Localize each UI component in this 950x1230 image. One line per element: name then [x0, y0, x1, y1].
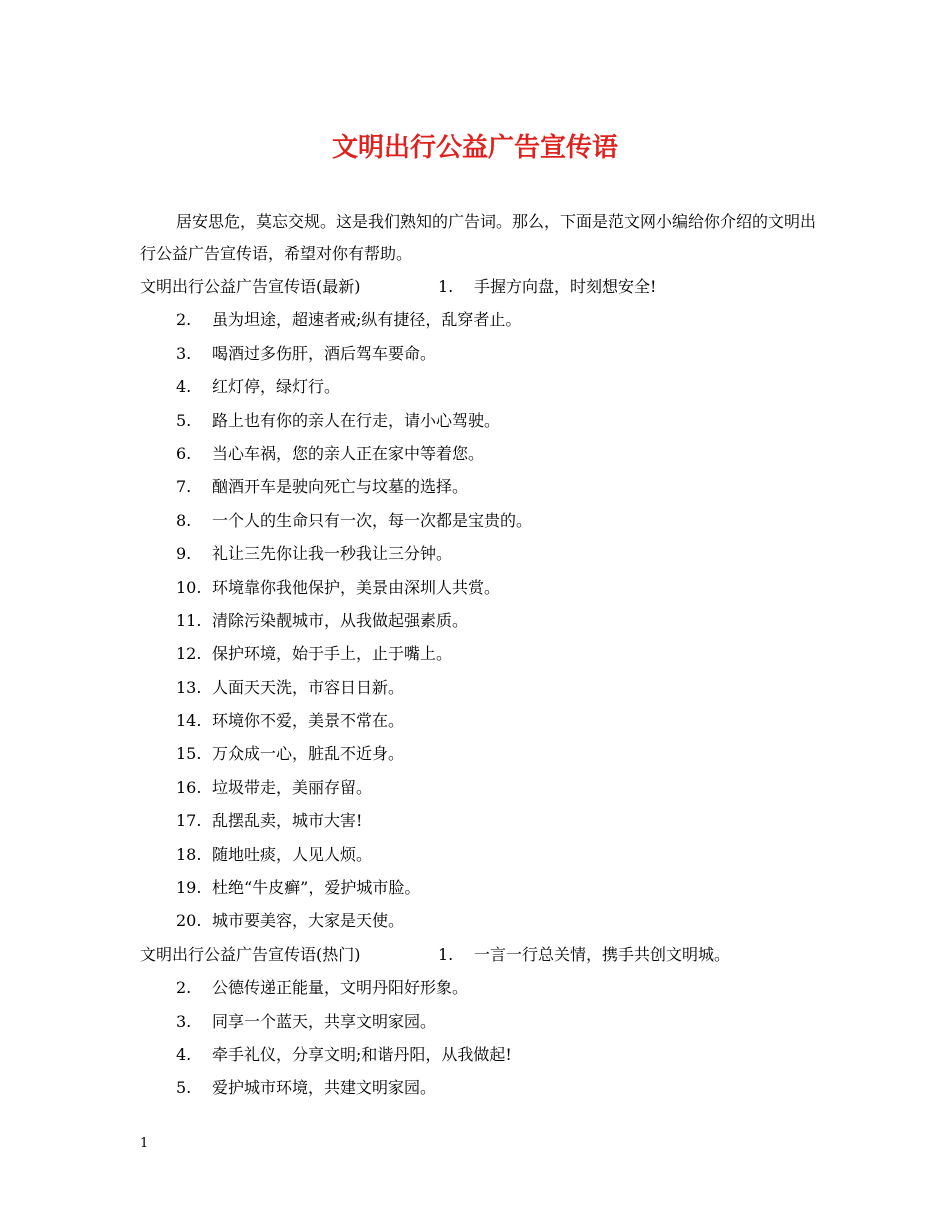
- item-number: 10.: [176, 577, 202, 597]
- page-number: 1: [140, 1136, 149, 1151]
- section-heading: 文明出行公益广告宣传语(热门): [140, 944, 361, 964]
- list-item: [140, 437, 820, 470]
- item-number: 20.: [176, 911, 202, 931]
- item-text: 随地吐痰，人见人烦。: [212, 844, 373, 864]
- list-item: [140, 704, 820, 737]
- list-item: [140, 470, 820, 503]
- item-number: 14.: [176, 711, 202, 731]
- item-text: 乱摆乱卖，城市大害!: [212, 811, 363, 831]
- item-number: 19.: [176, 878, 202, 898]
- list-item: [140, 504, 820, 537]
- item-text: 保护环境，始于手上，止于嘴上。: [212, 644, 453, 664]
- item-text: 垃圾带走，美丽存留。: [212, 777, 373, 797]
- item-text: 公德传递正能量，文明丹阳好形象。: [212, 978, 469, 998]
- item-number: 3.: [176, 343, 192, 363]
- item-text: 当心车祸，您的亲人正在家中等着您。: [212, 443, 485, 463]
- list-item: [140, 337, 820, 370]
- item-text: 路上也有你的亲人在行走，请小心驾驶。: [212, 410, 501, 430]
- list-item: [140, 971, 820, 1004]
- item-number: 18.: [176, 844, 202, 864]
- item-text: 喝酒过多伤肝，酒后驾车要命。: [212, 343, 437, 363]
- intro-paragraph: 居安思危，莫忘交规。这是我们熟知的广告词。那么，下面是范文网小编给你介绍的文明出行公益广告宣传语，希望对你有帮助。: [140, 212, 817, 263]
- item-number: 8.: [176, 510, 192, 530]
- item-text: 爱护城市环境，共建文明家园。: [212, 1078, 437, 1098]
- list-item: [140, 737, 820, 770]
- item-number: 7.: [176, 477, 192, 497]
- list-item: [140, 604, 820, 637]
- item-number: 4.: [176, 1044, 192, 1064]
- list-item: [140, 370, 820, 403]
- item-text: 虽为坦途，超速者戒;纵有捷径，乱穿者止。: [212, 310, 522, 330]
- section-heading-line: [140, 938, 820, 971]
- item-number: 17.: [176, 811, 202, 831]
- item-number: 1.: [438, 277, 454, 296]
- list-item: [140, 771, 820, 804]
- item-text: 环境你不爱，美景不常在。: [212, 711, 405, 731]
- item-text: 牵手礼仪，分享文明;和谐丹阳，从我做起!: [212, 1044, 512, 1064]
- list-item: [140, 1005, 820, 1038]
- item-text: 酗酒开车是驶向死亡与坟墓的选择。: [212, 477, 469, 497]
- list-item: [140, 571, 820, 604]
- item-text: 环境靠你我他保护，美景由深圳人共赏。: [212, 577, 501, 597]
- item-number: 4.: [176, 377, 192, 397]
- item-number: 15.: [176, 744, 202, 764]
- item-text: 一个人的生命只有一次，每一次都是宝贵的。: [212, 510, 533, 530]
- document-body: [140, 206, 820, 1105]
- item-text: 人面天天洗，市容日日新。: [212, 677, 405, 697]
- document-title: 文明出行公益广告宣传语: [331, 133, 618, 163]
- item-number: 6.: [176, 443, 192, 463]
- item-number: 2.: [176, 310, 192, 330]
- item-text: 红灯停，绿灯行。: [212, 377, 341, 397]
- list-item: [140, 303, 820, 336]
- list-item: [140, 838, 820, 871]
- item-text: 礼让三先你让我一秒我让三分钟。: [212, 544, 453, 564]
- item-text: 清除污染靓城市，从我做起强素质。: [212, 610, 469, 630]
- item-number: 9.: [176, 544, 192, 564]
- list-item: [140, 1071, 820, 1104]
- item-text: 城市要美容，大家是天使。: [212, 911, 405, 931]
- list-item: [140, 804, 820, 837]
- item-number: 11.: [176, 610, 202, 630]
- item-text: 同享一个蓝天，共享文明家园。: [212, 1011, 437, 1031]
- item-text: 万众成一心，脏乱不近身。: [212, 744, 405, 764]
- item-text: 杜绝“牛皮癣”，爱护城市脸。: [212, 878, 421, 898]
- list-item: [140, 871, 820, 904]
- section-heading-line: [140, 270, 820, 303]
- item-text: 一言一行总关情，携手共创文明城。: [474, 944, 731, 964]
- item-text: 手握方向盘，时刻想安全!: [474, 277, 657, 296]
- list-item: [140, 537, 820, 570]
- list-item: [140, 637, 820, 670]
- item-number: 13.: [176, 677, 202, 697]
- list-item: [140, 404, 820, 437]
- list-item: [140, 1038, 820, 1071]
- item-number: 5.: [176, 410, 192, 430]
- item-number: 16.: [176, 777, 202, 797]
- list-item: [140, 671, 820, 704]
- item-number: 1.: [438, 944, 454, 964]
- slogan-sections: [140, 270, 820, 1105]
- section-heading: 文明出行公益广告宣传语(最新): [140, 277, 361, 296]
- list-item: [140, 904, 820, 937]
- item-number: 3.: [176, 1011, 192, 1031]
- item-number: 12.: [176, 644, 202, 664]
- item-number: 2.: [176, 978, 192, 998]
- item-number: 5.: [176, 1078, 192, 1098]
